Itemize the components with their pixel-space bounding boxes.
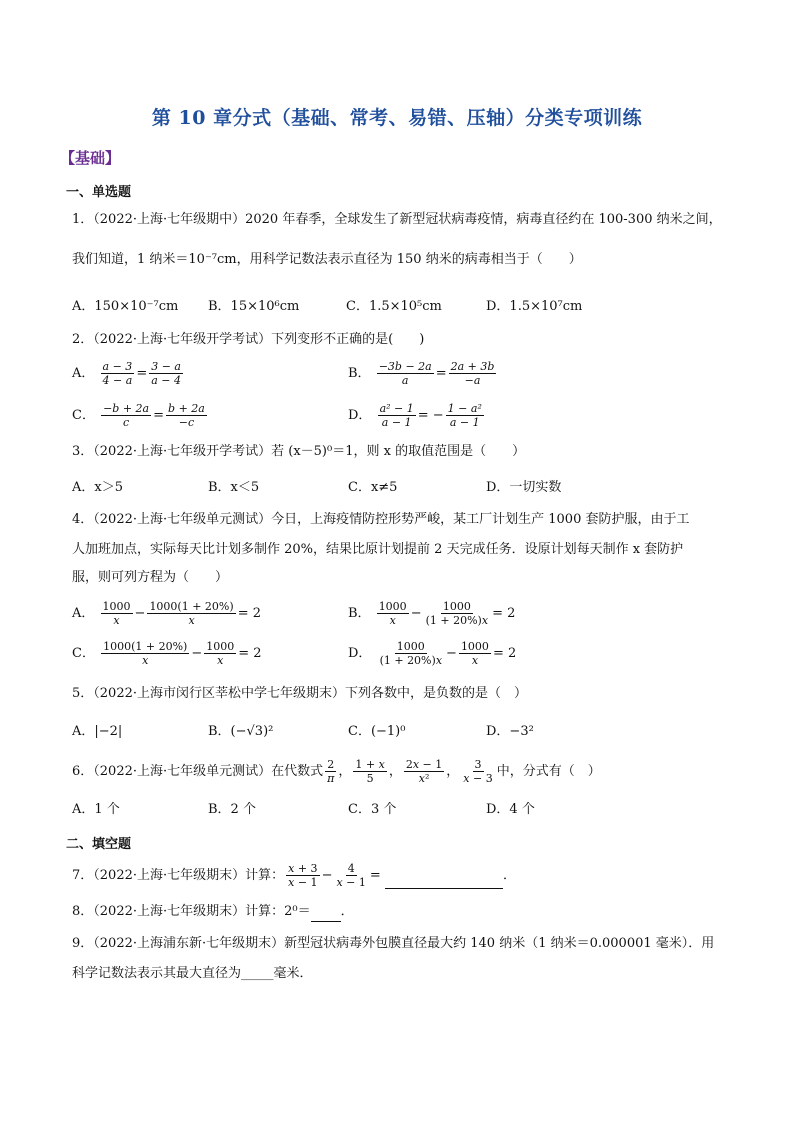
q5-option-c[interactable]: C．(−1)⁰ bbox=[348, 724, 406, 739]
q1-option-a[interactable]: A．150×10⁻⁷cm bbox=[72, 299, 179, 314]
q8-stem-prefix: 8．（2022·上海·七年级期末）计算：2⁰＝ bbox=[72, 904, 311, 919]
q6-expr-1: $\frac{2}{\pi}$ bbox=[327, 758, 335, 785]
q6-option-a[interactable]: A．1 个 bbox=[72, 802, 120, 817]
q6-option-d[interactable]: D．4 个 bbox=[486, 802, 535, 817]
question-4-options-row-1 bbox=[72, 600, 752, 627]
q8-answer-blank[interactable] bbox=[311, 921, 341, 922]
q2-option-b[interactable]: B． $\frac{-3b - 2a}{a}$ = $\frac{2a + 3b}{-a}$ bbox=[348, 360, 495, 387]
question-2-options-row-2 bbox=[72, 402, 752, 429]
q7-expr-2: $\frac{4}{x - 1}$ bbox=[336, 862, 366, 889]
q6-option-b[interactable]: B．2 个 bbox=[208, 802, 256, 817]
q4-option-a[interactable]: A． $\frac{1000}{x}$ − $\frac{1000(1 + 20\%)}{x}$ = 2 bbox=[72, 600, 261, 627]
q6-expr-4: $\frac{3}{x - 3}$ bbox=[463, 758, 493, 785]
q7-answer-blank[interactable] bbox=[385, 888, 503, 889]
question-2-options-row-1 bbox=[72, 360, 752, 387]
q1-option-c[interactable]: C．1.5×10⁵cm bbox=[346, 299, 442, 314]
question-3-options bbox=[72, 476, 752, 500]
section-heading-fill-blank: 二、填空题 bbox=[66, 837, 132, 852]
question-4-line-3: 服，则可列方程为（ ） bbox=[72, 570, 229, 585]
question-1-options bbox=[72, 295, 752, 319]
q5-option-b[interactable]: B．(−√3)² bbox=[208, 724, 274, 739]
q6-expr-2: $\frac{1 + x}{5}$ bbox=[355, 758, 385, 785]
question-4-line-1: 4．（2022·上海·七年级单元测试）今日，上海疫情防控形势严峻，某工厂计划生产 1000 套防护服，由于工 bbox=[72, 512, 690, 527]
q4-option-c[interactable]: C． $\frac{1000(1 + 20\%)}{x}$ − $\frac{1000}{x}$ = 2 bbox=[72, 640, 262, 667]
q7-expr-1: $\frac{x + 3}{x - 1}$ bbox=[288, 862, 318, 889]
question-2-stem: 2．（2022·上海·七年级开学考试）下列变形不正确的是( ) bbox=[72, 332, 425, 347]
page-title: 第 10 章分式（基础、常考、易错、压轴）分类专项训练 bbox=[151, 107, 643, 129]
q1-option-b[interactable]: B．15×10⁶cm bbox=[208, 299, 300, 314]
q3-option-d[interactable]: D．一切实数 bbox=[486, 480, 562, 495]
question-1-line-2: 我们知道，1 纳米＝10⁻⁷cm，用科学记数法表示直径为 150 纳米的病毒相当于（ ） bbox=[72, 252, 582, 267]
q2-option-d[interactable]: D． $\frac{\text{a² − 1}}{a - 1}$ = − $\frac{\text{1 − a²}}{a - 1}$ bbox=[348, 402, 482, 429]
q4-option-b[interactable]: B． $\frac{1000}{x}$ − $\frac{1000}{(1 + 20\%)x}$ = 2 bbox=[348, 600, 516, 627]
q3-option-c[interactable]: C．x≠5 bbox=[348, 480, 398, 495]
q1-option-d[interactable]: D．1.5×10⁷cm bbox=[486, 299, 583, 314]
q3-option-a[interactable]: A．x＞5 bbox=[72, 480, 123, 495]
q6-stem-suffix: 中，分式有（ ） bbox=[496, 764, 601, 779]
question-4-line-2: 人加班加点，实际每天比计划多制作 20%，结果比原计划提前 2 天完成任务．设原计划每天制作 x 套防护 bbox=[72, 542, 684, 557]
q6-expr-3: $\frac{2x - 1}{\text{x²}}$ bbox=[405, 758, 443, 785]
question-9-line-2: 科学记数法表示其最大直径为_____毫米． bbox=[72, 966, 313, 981]
q4-option-d[interactable]: D． $\frac{1000}{(1 + 20\%)x}$ − $\frac{1000}{x}$ = 2 bbox=[348, 640, 517, 667]
q7-stem-prefix: 7．（2022·上海·七年级期末）计算： bbox=[72, 868, 285, 883]
q5-option-d[interactable]: D．−3² bbox=[486, 724, 534, 739]
question-8-stem: 8．（2022·上海·七年级期末）计算：2⁰＝ ． bbox=[72, 902, 742, 922]
question-5-stem: 5．（2022·上海市闵行区莘松中学七年级期末）下列各数中，是负数的是（ ） bbox=[72, 686, 527, 701]
section-heading-single-choice: 一、单选题 bbox=[66, 185, 132, 200]
question-6-options bbox=[72, 798, 752, 822]
question-4-options-row-2 bbox=[72, 640, 752, 667]
q2-option-a[interactable]: A． $\frac{a - 3}{4 - a}$ = $\frac{3 - a}{a - 4}$ bbox=[72, 360, 181, 387]
question-5-options bbox=[72, 720, 752, 744]
q2-option-c[interactable]: C． $\frac{-b + 2a}{c}$ = $\frac{b + 2a}{-c}$ bbox=[72, 402, 205, 429]
question-9-line-1: 9．（2022·上海浦东新·七年级期末）新型冠状病毒外包膜直径最大约 140 纳米（1 纳米＝0.000001 毫米）．用 bbox=[72, 936, 715, 951]
level-badge: 【基础】 bbox=[60, 149, 121, 167]
question-7-stem: 7．（2022·上海·七年级期末）计算： $\frac{x + 3}{x - 1}$ − $\frac{4}{x - 1}$ = ． bbox=[72, 862, 516, 889]
q6-stem-prefix: 6．（2022·上海·七年级单元测试）在代数式 bbox=[72, 764, 324, 779]
q5-option-a[interactable]: A．|−2| bbox=[72, 724, 123, 739]
question-1-line-1: 1．（2022·上海·七年级期中）2020 年春季，全球发生了新型冠状病毒疫情，病毒直径约在 100-300 纳米之间， bbox=[72, 212, 722, 227]
question-6-stem: 6．（2022·上海·七年级单元测试）在代数式 $\frac{2}{\pi}$ ， $\frac{1 + x}{5}$ ， $\frac{2x - 1}{\text{x²}}$ ， $\frac{3}{x - 3}$ 中，分式有（ ） bbox=[72, 758, 601, 785]
q6-option-c[interactable]: C．3 个 bbox=[348, 802, 397, 817]
question-3-stem: 3．（2022·上海·七年级开学考试）若 (x－5)⁰＝1，则 x 的取值范围是（ ） bbox=[72, 444, 526, 459]
q3-option-b[interactable]: B．x＜5 bbox=[208, 480, 260, 495]
